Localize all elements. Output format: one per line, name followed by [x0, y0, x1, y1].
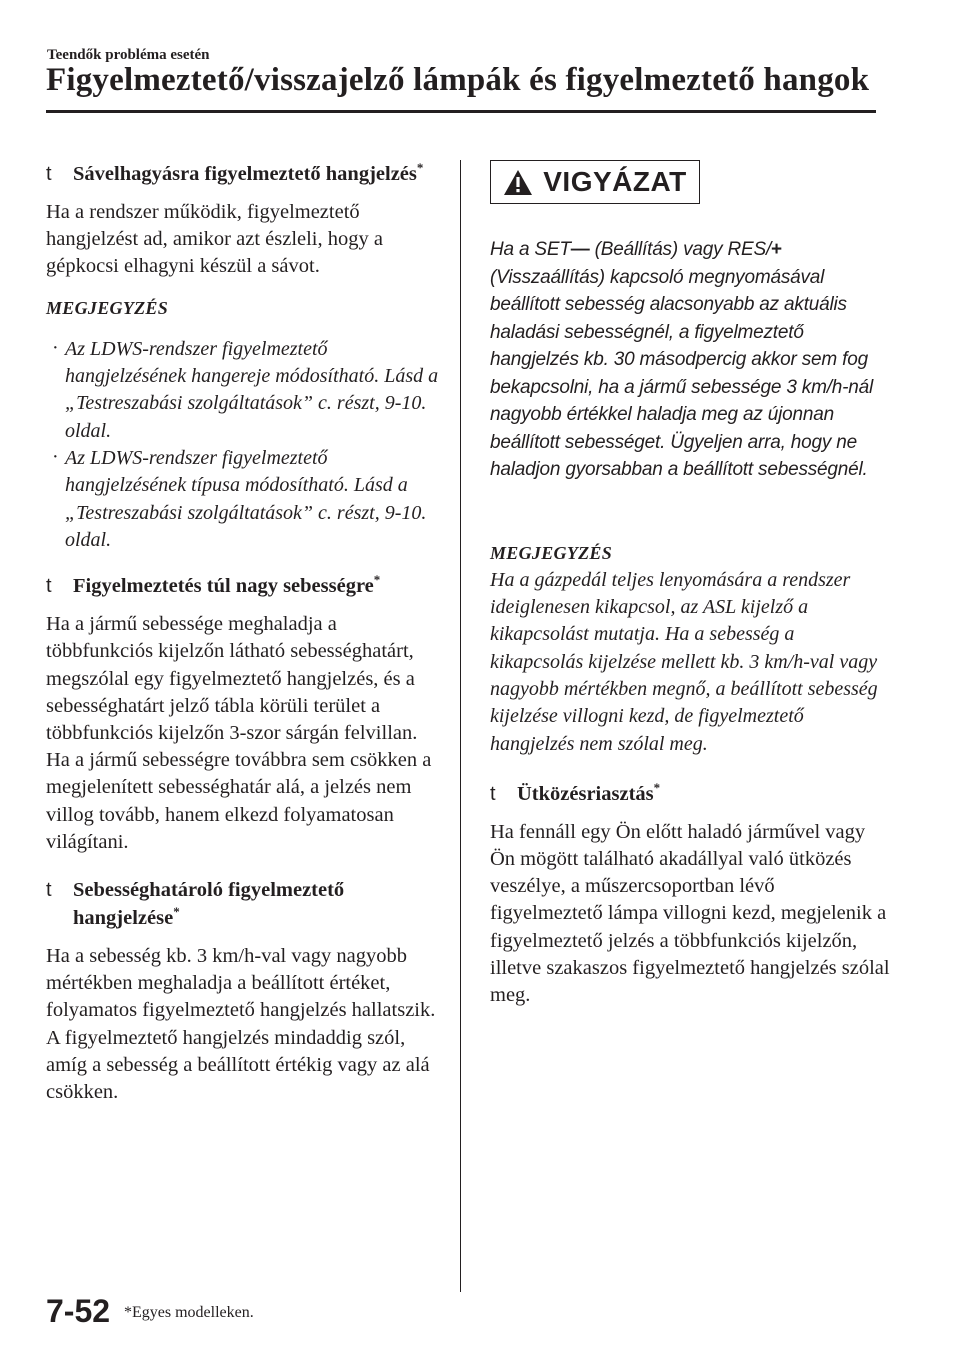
warning-text	[490, 236, 890, 484]
warning-label: VIGYÁZAT	[543, 166, 687, 198]
overspeed-heading-text: Figyelmeztetés túl nagy sebességre	[73, 575, 374, 598]
note-item-text: Az LDWS-rendszer figyelmeztető hangjelzésének típusa módosítható. Lásd a „Testreszabási szolgáltatások” c. részt, 9-10. oldal.	[65, 447, 427, 551]
minus-icon: —	[570, 239, 590, 260]
left-column	[46, 160, 446, 1106]
speed-limiter-heading	[46, 876, 446, 932]
section-bullet: t	[46, 575, 52, 598]
asterisk: *	[373, 572, 381, 588]
bullet-dot: ·	[52, 446, 59, 468]
lane-departure-body: Ha a rendszer működik, figyelmeztető hangjelzést ad, amikor azt észleli, hogy a gépkocsi elhagyni készül a sávot.	[46, 201, 383, 278]
note-list	[46, 336, 446, 554]
note-item-text: Az LDWS-rendszer figyelmeztető hangjelzésének hangereje módosítható. Lásd a „Testreszabási szolgáltatások” c. részt, 9-10. oldal.	[65, 337, 439, 442]
page-title: Figyelmeztető/visszajelző lámpák és figyelmeztető hangok	[46, 62, 870, 98]
warning-text-part: (Beállítás) vagy RES/	[589, 239, 772, 260]
collision-warning-body: Ha fennáll egy Ön előtt haladó járművel vagy Ön mögött található akadállyal való ütközés veszélye, a műszercsoportban lévő figyelmeztető lámpa villogni kezd, megjelenik a figyelmeztető jelzés a többfunkciós kijelzőn, illetve szakaszos figyelmeztető hangjelzés szólal meg.	[490, 820, 890, 1007]
warning-text-part: (Visszaállítás) kapcsoló megnyomásával beállított sebesség alacsonyabb az aktuális haladási sebességnél, a figyelmeztető hangjelzés kb. 30 másodpercig akkor sem fog bekapcsolni, ha a jármű sebessége 3 km/h-nál nagyobb értékkel haladja meg az újonnan beállított sebességet. Ügyeljen arra, hogy ne haladjon gyorsabban a beállított sebességnél.	[490, 266, 874, 480]
asl-note-body: Ha a gázpedál teljes lenyomására a rendszer ideiglenesen kikapcsol, az ASL kijelző a kikapcsolást mutatja. Ha a sebesség a kikapcsolás kijelzése mellett kb. 3 km/h-val vagy nagyobb mértékben megnő, a beállított sebesség kijelzése villogni kezd, de figyelmeztető hangjelzés nem szólal meg.	[490, 568, 878, 755]
note-title: MEGJEGYZÉS	[46, 297, 169, 318]
lane-departure-heading-text: Sávelhagyásra figyelmeztető hangjelzés	[73, 163, 417, 185]
lane-departure-heading	[46, 160, 446, 188]
column-divider	[460, 160, 461, 1292]
asl-note	[490, 540, 890, 758]
header-section: Teendők probléma esetén	[47, 47, 210, 63]
asterisk: *	[173, 904, 180, 920]
collision-warning-heading	[490, 780, 890, 808]
section-bullet: t	[46, 163, 52, 185]
warning-text-part: Ha a SET	[490, 239, 571, 260]
warning-triangle-icon	[503, 169, 533, 196]
asterisk: *	[653, 779, 661, 795]
header-rule	[46, 110, 876, 113]
bullet-dot: ·	[52, 336, 59, 359]
overspeed-body: Ha a jármű sebessége meghaladja a többfunkciós kijelzőn látható sebességhatárt, megszólal egy figyelmeztető hangjelzés, és a sebességhatárt jelző tábla körüli terület a többfunkciós kijelzőn 3-szor sárgán felvillan. Ha a jármű sebességre továbbra sem csökken a megjelenített sebességhatár alá, a jelzés nem villog tovább, hanem elkezd folyamatosan világítani.	[46, 613, 432, 853]
overspeed-heading	[46, 572, 446, 600]
footnote: *Egyes modelleken.	[124, 1304, 254, 1321]
warning-box	[490, 160, 700, 204]
note-title: MEGJEGYZÉS	[490, 542, 613, 563]
right-column	[490, 160, 890, 1009]
page-number: 7-52	[46, 1293, 111, 1329]
speed-limiter-heading-text: Sebességhatároló figyelmeztető hangjelzése	[73, 879, 345, 930]
note-item	[46, 445, 446, 554]
section-bullet: t	[490, 782, 496, 805]
section-bullet: t	[46, 879, 52, 902]
speed-limiter-body: Ha a sebesség kb. 3 km/h-val vagy nagyobb mértékben meghaladja a beállított értéket, folyamatos figyelmeztető hangjelzés hallatszik. A figyelmeztető hangjelzés mindaddig szól, amíg a sebesség a beállított értékig vagy az alá csökken.	[46, 945, 436, 1104]
plus-icon: +	[771, 239, 782, 260]
asterisk: *	[416, 160, 424, 175]
note-item	[46, 336, 446, 445]
collision-warning-heading-text: Ütközésriasztás	[517, 782, 654, 805]
